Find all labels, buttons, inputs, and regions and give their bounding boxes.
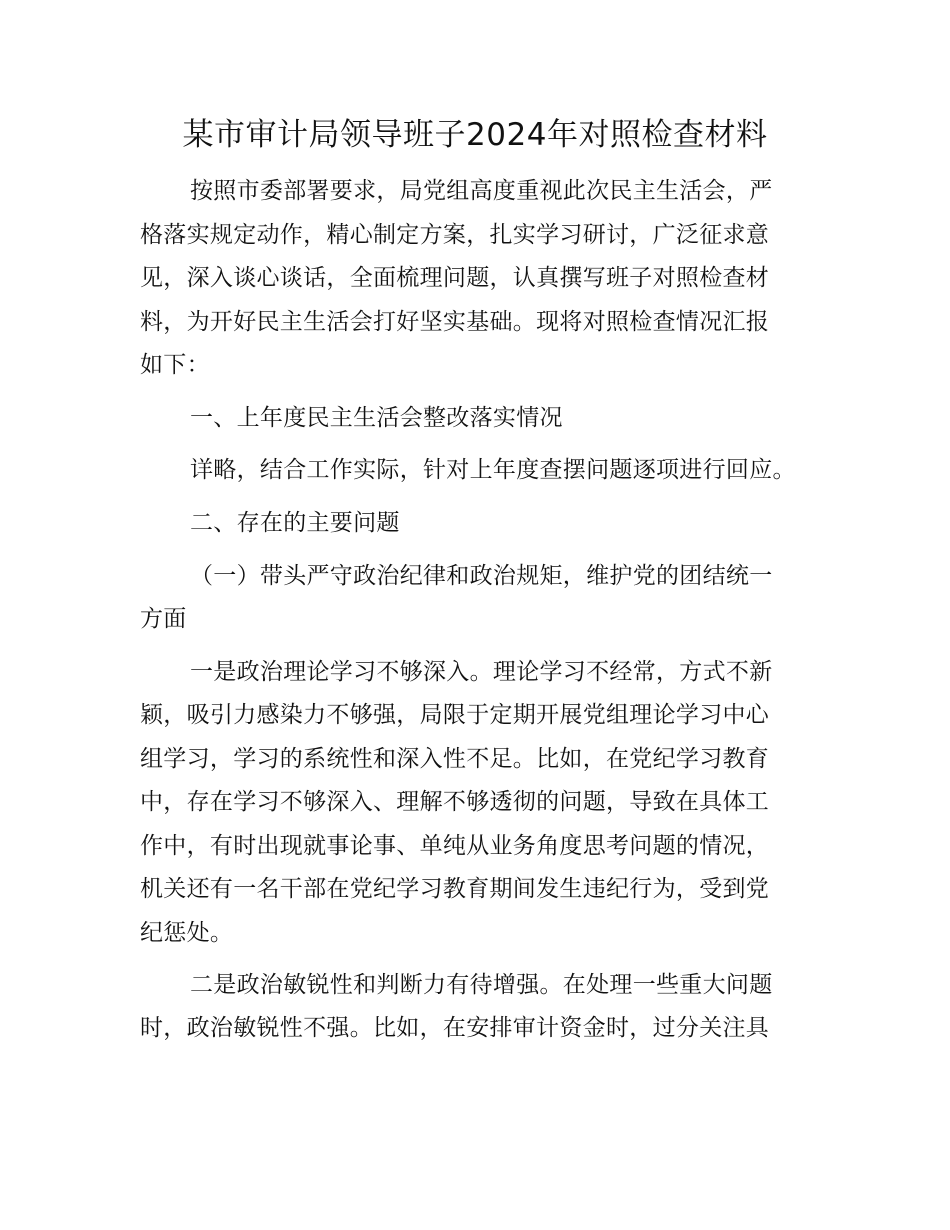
paragraph-line: 颖，吸引力感染力不够强，局限于定期开展党组理论学习中心 xyxy=(140,702,770,728)
paragraph-line: 格落实规定动作，精心制定方案，扎实学习研讨，广泛征求意 xyxy=(140,222,770,248)
paragraph-line: 时，政治敏锐性不强。比如，在安排审计资金时，过分关注具 xyxy=(140,1015,770,1041)
subsection-heading: 方面 xyxy=(140,606,187,632)
paragraph-line: 按照市委部署要求，局党组高度重视此次民主生活会，严 xyxy=(190,178,773,204)
section-heading: 一、上年度民主生活会整改落实情况 xyxy=(190,405,563,431)
subsection-heading: （一）带头严守政治纪律和政治规矩，维护党的团结统一 xyxy=(190,563,773,589)
section-heading: 二、存在的主要问题 xyxy=(190,510,400,536)
paragraph-line: 一是政治理论学习不够深入。理论学习不经常，方式不新 xyxy=(190,659,773,685)
paragraph-line: 中，存在学习不够深入、理解不够透彻的问题，导致在具体工 xyxy=(140,789,770,815)
paragraph-line: 见，深入谈心谈话，全面梳理问题，认真撰写班子对照检查材 xyxy=(140,265,770,291)
paragraph-line: 如下： xyxy=(140,352,210,378)
paragraph-line: 纪惩处。 xyxy=(140,920,234,946)
paragraph-line: 料，为开好民主生活会打好坚实基础。现将对照检查情况汇报 xyxy=(140,309,770,335)
paragraph-line: 组学习，学习的系统性和深入性不足。比如，在党纪学习教育 xyxy=(140,746,770,772)
paragraph-line: 二是政治敏锐性和判断力有待增强。在处理一些重大问题 xyxy=(190,972,773,998)
paragraph-line: 作中，有时出现就事论事、单纯从业务角度思考问题的情况， xyxy=(140,833,770,859)
document-title: 某市审计局领导班子2024年对照检查材料 xyxy=(182,117,768,153)
paragraph-line: 详略，结合工作实际，针对上年度查摆问题逐项进行回应。 xyxy=(190,457,796,483)
paragraph-line: 机关还有一名干部在党纪学习教育期间发生违纪行为，受到党 xyxy=(140,876,770,902)
